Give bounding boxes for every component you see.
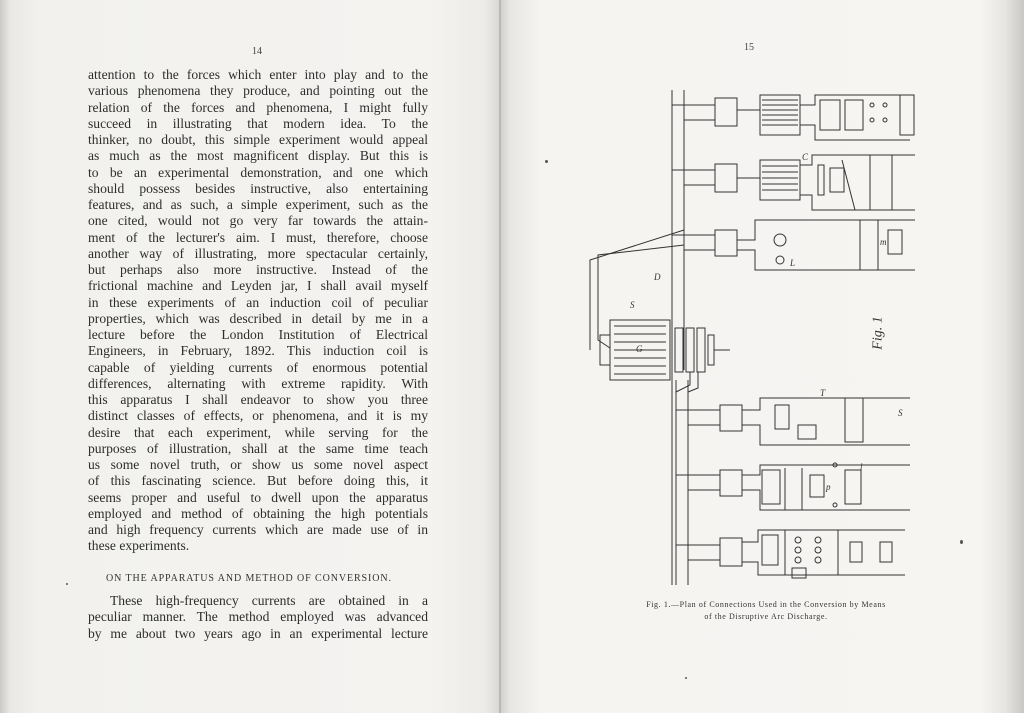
text-line: relation of the forces and phenomena, I might fully (88, 99, 428, 115)
text-line: purposes of illustration, shall at the same time teach (88, 440, 428, 456)
figure-caption-line-1: Fig. 1.—Plan of Connections Used in the Conversion by Means (646, 600, 886, 609)
label-l2: l (860, 462, 863, 472)
text-line: thinker, no doubt, this simple experiment would appeal (88, 132, 428, 147)
text-line: frictional machine and Leyden jar, I shall avail myself (88, 278, 428, 294)
text-line: as much as the most magnificent display. But this is (88, 148, 428, 164)
text-line: features, and as such, a simple experiment, such as the (88, 197, 428, 212)
left-page-number: 14 (252, 46, 262, 57)
label-d: D (654, 272, 661, 282)
label-sec: S (898, 408, 903, 418)
text-line: succeed in illustrating that modern idea. To the (88, 115, 428, 131)
left-body-text (88, 67, 428, 555)
scan-speck (545, 160, 548, 163)
text-line: Engineers, in February, 1892. This induction coil is (88, 343, 428, 359)
scan-speck (685, 677, 687, 679)
text-line: These high-frequency currents are obtained in a (110, 593, 428, 608)
text-line: properties, which was described in detail by me in a (88, 310, 428, 326)
right-page-number: 15 (744, 42, 754, 53)
figure-side-label: Fig. 1 (870, 316, 886, 350)
text-line: another way of illustrating, more spectacular certainly, (88, 245, 428, 261)
text-line: this apparatus I shall endeavor to show you three (88, 392, 428, 407)
label-c: C (802, 152, 809, 162)
label-t: T (820, 388, 826, 398)
label-m: m (880, 237, 887, 247)
text-line: distinct classes of effects, or phenomena, and it is my (88, 408, 428, 424)
text-line: and high frequency currents which are made use of in (88, 522, 428, 537)
label-l: L (790, 258, 796, 268)
text-line: in these experiments of an induction coil of peculiar (88, 294, 428, 310)
text-line: but perhaps also more instructive. Instead of the (88, 262, 428, 277)
section-heading: ON THE APPARATUS AND METHOD OF CONVERSION. (106, 573, 392, 584)
figure-caption-line-2: of the Disruptive Arc Discharge. (704, 612, 828, 621)
text-line: various phenomena they produce, and pointing out the (88, 83, 428, 99)
text-line: desire that each experiment, while serving for the (88, 424, 428, 440)
text-line: should possess besides instructive, also entertaining (88, 180, 428, 196)
text-line: lecture before the London Institution of Electrical (88, 327, 428, 342)
text-line: seems proper and useful to dwell upon the apparatus (88, 489, 428, 505)
label-g: G (636, 344, 643, 354)
section-body-text (88, 593, 428, 642)
label-p: p (826, 482, 831, 492)
text-line: by me about two years ago in an experimental lecture (88, 625, 428, 641)
scan-speck (66, 583, 68, 585)
label-s: S (630, 300, 635, 310)
book-gutter (499, 0, 501, 713)
scan-speck (960, 540, 963, 544)
text-line: one cited, would not go very far towards the attain- (88, 213, 428, 229)
text-line: employed and method of obtaining the high potentials (88, 505, 428, 521)
text-line: us some novel truth, or show us some novel aspect (88, 457, 428, 472)
text-line: capable of yielding currents of enormous potential (88, 359, 428, 375)
text-line: attention to the forces which enter into play and to the (88, 67, 428, 82)
text-line: differences, alternating with extreme rapidity. With (88, 375, 428, 391)
text-line: to be an experimental demonstration, and one which (88, 164, 428, 180)
text-line: these experiments. (88, 538, 190, 554)
text-line: peculiar manner. The method employed was advanced (88, 609, 428, 625)
figure-caption (606, 599, 926, 623)
text-line: ment of the lecturer's aim. I must, therefore, choose (88, 229, 428, 245)
text-line: of this fascinating science. But before doing this, it (88, 473, 428, 489)
